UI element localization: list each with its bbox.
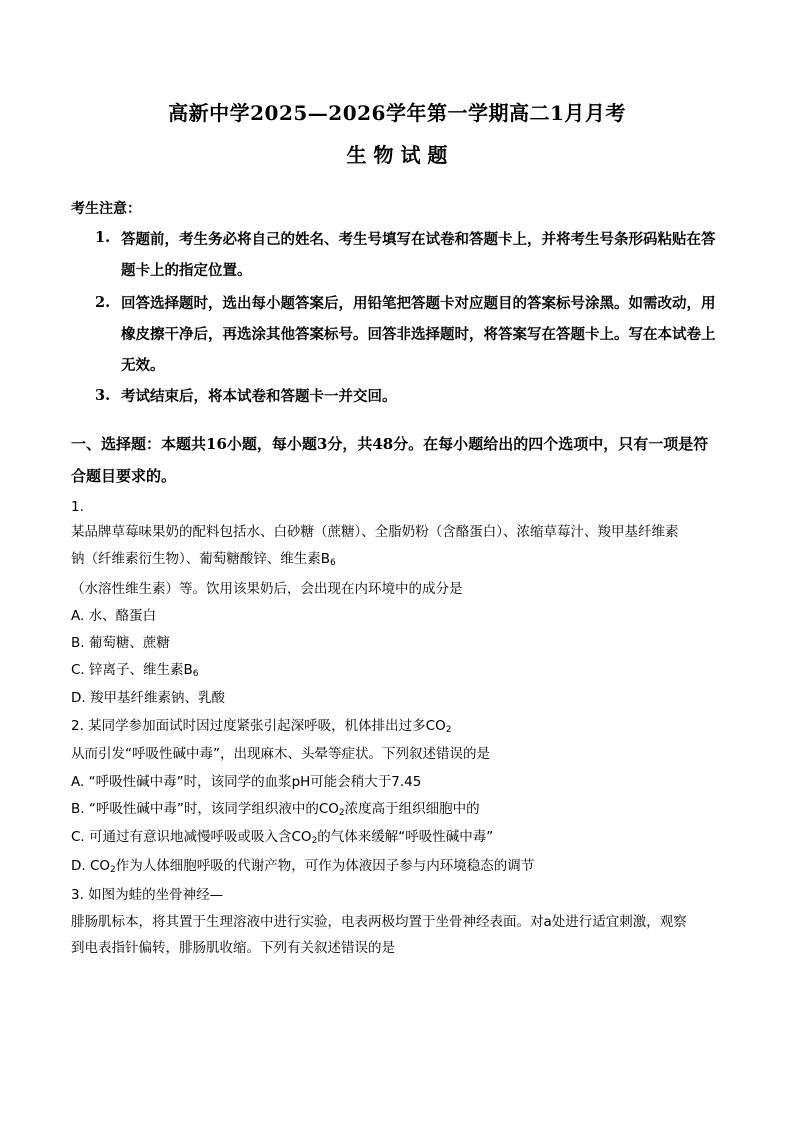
option-d [71, 853, 731, 884]
option-text: 的气体来缓解“呼吸性碱中毒” [317, 829, 494, 845]
subscript: 2 [110, 865, 116, 875]
question-stem-line [71, 546, 731, 577]
question-number: 1. [71, 499, 84, 515]
notice-item-text: 答题前，考生务必将自己的姓名、考生号填写在试卷和答题卡上，并将考生号条形码粘贴在答题卡上的指定位置。 [121, 231, 716, 279]
stem-text: 钠（纤维素衍生物）、葡萄糖酸锌、维生素B [71, 551, 331, 567]
exam-subject: 生 物 试 题 [346, 143, 448, 167]
subscript: 6 [330, 558, 336, 568]
subscript: 2 [338, 808, 345, 818]
notice-item-number: 3. [95, 387, 111, 404]
option-text: B. “呼吸性碱中毒”时，该同学组织液中的CO [71, 801, 339, 817]
option-text: C. 锌离子、维生素B [71, 662, 193, 678]
option-c [71, 657, 731, 688]
subscript: 2 [445, 725, 452, 735]
option-a: A. 水、酪蛋白 [71, 608, 157, 624]
option-text: D. CO [71, 858, 111, 874]
option-a: A. “呼吸性碱中毒”时，该同学的血浆pH可能会稍大于7.45 [71, 774, 422, 790]
question-stem-line: 某品牌草莓味果奶的配料包括水、白砂糖（蔗糖）、全脂奶粉（含酪蛋白）、浓缩草莓汁、羧甲基纤维素 [71, 524, 679, 540]
stem-text: 2. 某同学参加面试时因过度紧张引起深呼吸，机体排出过多CO [71, 718, 446, 734]
question-stem-line [71, 713, 731, 744]
question-stem-line: （水溶性维生素）等。饮用该果奶后，会出现在内环境中的成分是 [71, 581, 463, 597]
notice-item-number: 1. [95, 229, 111, 246]
notice-item-number: 2. [95, 294, 111, 311]
question-stem-line: 腓肠肌标本，将其置于生理溶液中进行实验，电表两极均置于坐骨神经表面。对a处进行适宜刺激，观察 [71, 914, 687, 930]
question-stem-line: 到电表指针偏转，腓肠肌收缩。下列有关叙述错误的是 [71, 940, 395, 956]
option-text: 浓度高于组织细胞中的 [344, 801, 480, 817]
subscript: 2 [311, 836, 318, 846]
section-heading: 一、选择题：本题共16小题，每小题3分，共48分。在每小题给出的四个选项中，只有一项是符合题目要求的。 [71, 435, 709, 485]
option-d: D. 羧甲基纤维素钠、乳酸 [71, 690, 225, 706]
option-text: 作为人体细胞呼吸的代谢产物，可作为体液因子参与内环境稳态的调节 [115, 858, 535, 874]
option-b: B. 葡萄糖、蔗糖 [71, 635, 170, 651]
exam-title: 高新中学2025—2026学年第一学期高二1月月考 [168, 101, 626, 125]
notice-item-text: 考试结束后，将本试卷和答题卡一并交回。 [121, 388, 397, 405]
option-c [71, 824, 731, 855]
notice-heading: 考生注意： [71, 201, 141, 217]
option-text: C. 可通过有意识地减慢呼吸或吸入含CO [71, 829, 312, 845]
question-stem-line: 3. 如图为蛙的坐骨神经— [71, 887, 224, 903]
question-stem-line: 从而引发“呼吸性碱中毒”，出现麻木、头晕等症状。下列叙述错误的是 [71, 746, 490, 762]
notice-item-text: 回答选择题时，选出每小题答案后，用铅笔把答题卡对应题目的答案标号涂黑。如需改动，用橡皮擦干净后，再选涂其他答案标号。回答非选择题时，将答案写在答题卡上。写在本试卷上无效。 [121, 295, 716, 374]
option-b [71, 796, 731, 827]
subscript: 6 [192, 669, 199, 679]
